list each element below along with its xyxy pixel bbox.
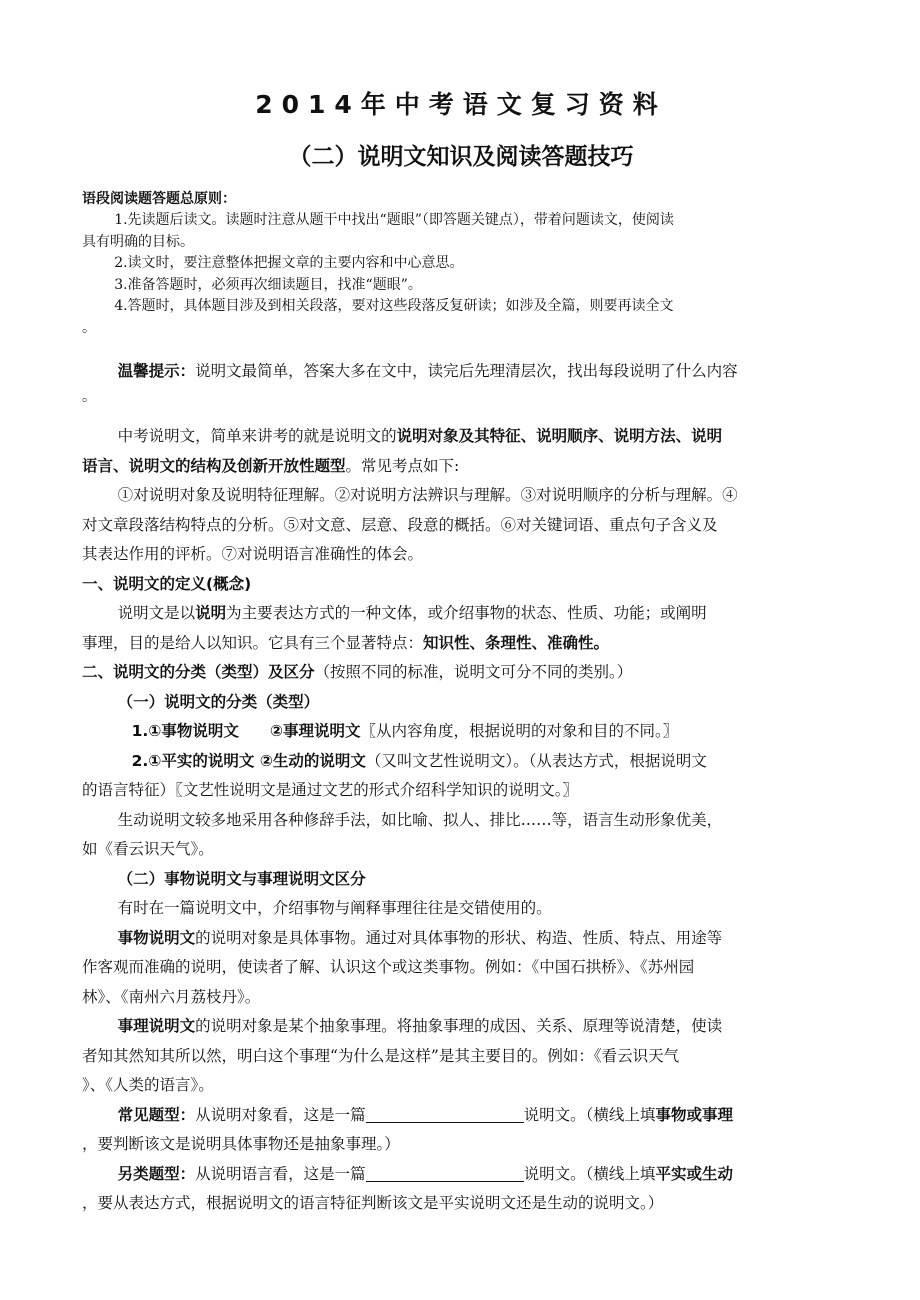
- intro-text-tail: 。常见考点如下:: [345, 456, 460, 475]
- intro-key-points: 说明对象及其特征、说明顺序、说明方法、说明: [396, 427, 723, 445]
- subsection-heading: （一）说明文的分类（类型）: [117, 692, 320, 711]
- intro-text: 中考说明文，简单来讲考的就是说明文的: [117, 427, 397, 445]
- common-question-answer: 事物或事理: [655, 1105, 733, 1124]
- definition-text: 事理，目的是给人以知识。它具有三个显著特点：: [82, 633, 424, 652]
- thing-text: 的说明对象是具体事物。通过对具体事物的形状、构造、性质、特点、用途等: [195, 928, 723, 947]
- classification-item-types: 2.①平实的说明文 ②生动的说明文: [131, 751, 366, 770]
- classification-item-note: （又叫文艺性说明文）。（从表达方式，根据说明文: [365, 751, 707, 770]
- common-question: [82, 1101, 840, 1131]
- subsection-heading: （二）事物说明文与事理说明文区分: [117, 869, 366, 888]
- definition-text: 为主要表达方式的一种文体，或介绍事物的状态、性质、功能；或阐明: [226, 604, 707, 622]
- other-question-cont: ，要从表达方式，根据说明文的语言特征判断该文是平实说明文还是生动的说明文。）: [82, 1194, 664, 1212]
- reason-paragraph: [82, 1012, 840, 1042]
- classification-item-cont: 的语言特征）〖文艺性说明文是通过文艺的形式介绍科学知识的说明文。〗: [82, 781, 579, 799]
- principle-item: 1.先读题后读文。读题时注意从题干中找出“题眼”（即答题关键点），带着问题读文，使阅读: [114, 212, 674, 228]
- tip-paragraph: [82, 357, 840, 387]
- classification-item-types: 1.①事物说明文 ②事理说明文: [131, 722, 361, 740]
- exam-point-line: ①对说明对象及说明特征理解。②对说明方法辨识与理解。③对说明顺序的分析与理解。④: [117, 486, 738, 504]
- principle-item: 具有明确的目标。: [82, 233, 194, 250]
- thing-label: 事物说明文: [117, 928, 196, 947]
- principle-item: 。: [82, 319, 96, 336]
- common-question-label: 常见题型：: [117, 1105, 196, 1124]
- common-question-text: 从说明对象看，这是一篇: [195, 1105, 366, 1124]
- definition-paragraph: [82, 599, 840, 629]
- tip-text: 说明文最简单，答案大多在文中，读完后先理清层次，找出每段说明了什么内容: [195, 362, 738, 380]
- mixed-paragraph: 有时在一篇说明文中，介绍事物与阐释事理往往是交错使用的。: [117, 899, 552, 917]
- thing-paragraph: [82, 924, 840, 954]
- intro-key-points-cont: 语言、说明文的结构及创新开放性题型: [82, 456, 346, 475]
- intro-paragraph-cont: [82, 452, 840, 482]
- section-heading-definition: 一、说明文的定义(概念): [82, 574, 252, 593]
- thing-paragraph-cont: 林》、《南州六月荔枝丹》。: [82, 987, 261, 1006]
- common-question-text: 说明文。（横线上填: [523, 1105, 656, 1124]
- section-heading-classification: [82, 658, 840, 688]
- classification-item: [82, 747, 840, 777]
- other-question: [82, 1160, 840, 1190]
- thing-paragraph-cont: 作客观而准确的说明，使读者了解、认识这个或这类事物。例如：《中国石拱桥》、《苏州园: [82, 958, 695, 976]
- tip-tail: 。: [82, 388, 96, 405]
- definition-features: 知识性、条理性、准确性。: [423, 633, 610, 652]
- classification-item-note: 〖从内容角度，根据说明的对象和目的不同。〗: [360, 722, 679, 740]
- answer-blank[interactable]: [366, 1105, 524, 1123]
- definition-key: 说明: [195, 604, 227, 622]
- definition-paragraph-cont: [82, 629, 840, 659]
- tip-label: 温馨提示：: [117, 362, 196, 380]
- classification-item: [82, 717, 840, 747]
- reason-text: 的说明对象是某个抽象事理。将抽象事理的成因、关系、原理等说清楚，使读: [195, 1017, 723, 1035]
- vivid-paragraph-cont: 如《看云识天气》。: [82, 840, 214, 858]
- exam-point-line: 对文章段落结构特点的分析。⑤对文意、层意、段意的概括。⑥对关键词语、重点句子含义及: [82, 515, 718, 534]
- principles-heading: 语段阅读题答题总原则：: [82, 191, 236, 207]
- classification-heading: 二、说明文的分类（类型）及区分: [82, 663, 315, 681]
- answer-blank[interactable]: [366, 1164, 524, 1182]
- definition-text: 说明文是以: [117, 604, 196, 622]
- other-question-text: 从说明语言看，这是一篇: [195, 1164, 366, 1183]
- exam-point-line: 其表达作用的评析。⑦对说明语言准确性的体会。: [82, 545, 424, 563]
- common-question-cont: ，要判断该文是说明具体事物还是抽象事理。）: [82, 1135, 400, 1153]
- reason-paragraph-cont: 者知其然知其所以然，明白这个事理“为什么是这样”是其主要目的。例如：《看云识天气: [82, 1046, 680, 1065]
- intro-paragraph: [82, 422, 840, 452]
- principle-item: 4.答题时，具体题目涉及到相关段落，要对这些段落反复研读；如涉及全篇，则要再读全文: [114, 298, 674, 314]
- other-question-answer: 平实或生动: [655, 1164, 733, 1183]
- reason-paragraph-cont: 》、《人类的语言》。: [82, 1076, 214, 1094]
- document-page: [82, 88, 840, 1219]
- other-question-label: 另类题型：: [117, 1164, 196, 1183]
- page-subtitle: （二）说明文知识及阅读答题技巧: [288, 144, 634, 170]
- other-question-text: 说明文。（横线上填: [523, 1164, 656, 1183]
- vivid-paragraph: 生动说明文较多地采用各种修辞手法，如比喻、拟人、排比……等，语言生动形象优美，: [117, 810, 723, 829]
- principle-item: 2.读文时，要注意整体把握文章的主要内容和中心意思。: [114, 255, 464, 271]
- principle-item: 3.准备答题时，必须再次细读题目，找准“题眼”。: [114, 276, 422, 293]
- page-title: 2014年中考语文复习资料: [255, 90, 667, 119]
- reason-label: 事理说明文: [117, 1017, 196, 1035]
- classification-note: （按照不同的标准，说明文可分不同的类别。）: [314, 663, 633, 681]
